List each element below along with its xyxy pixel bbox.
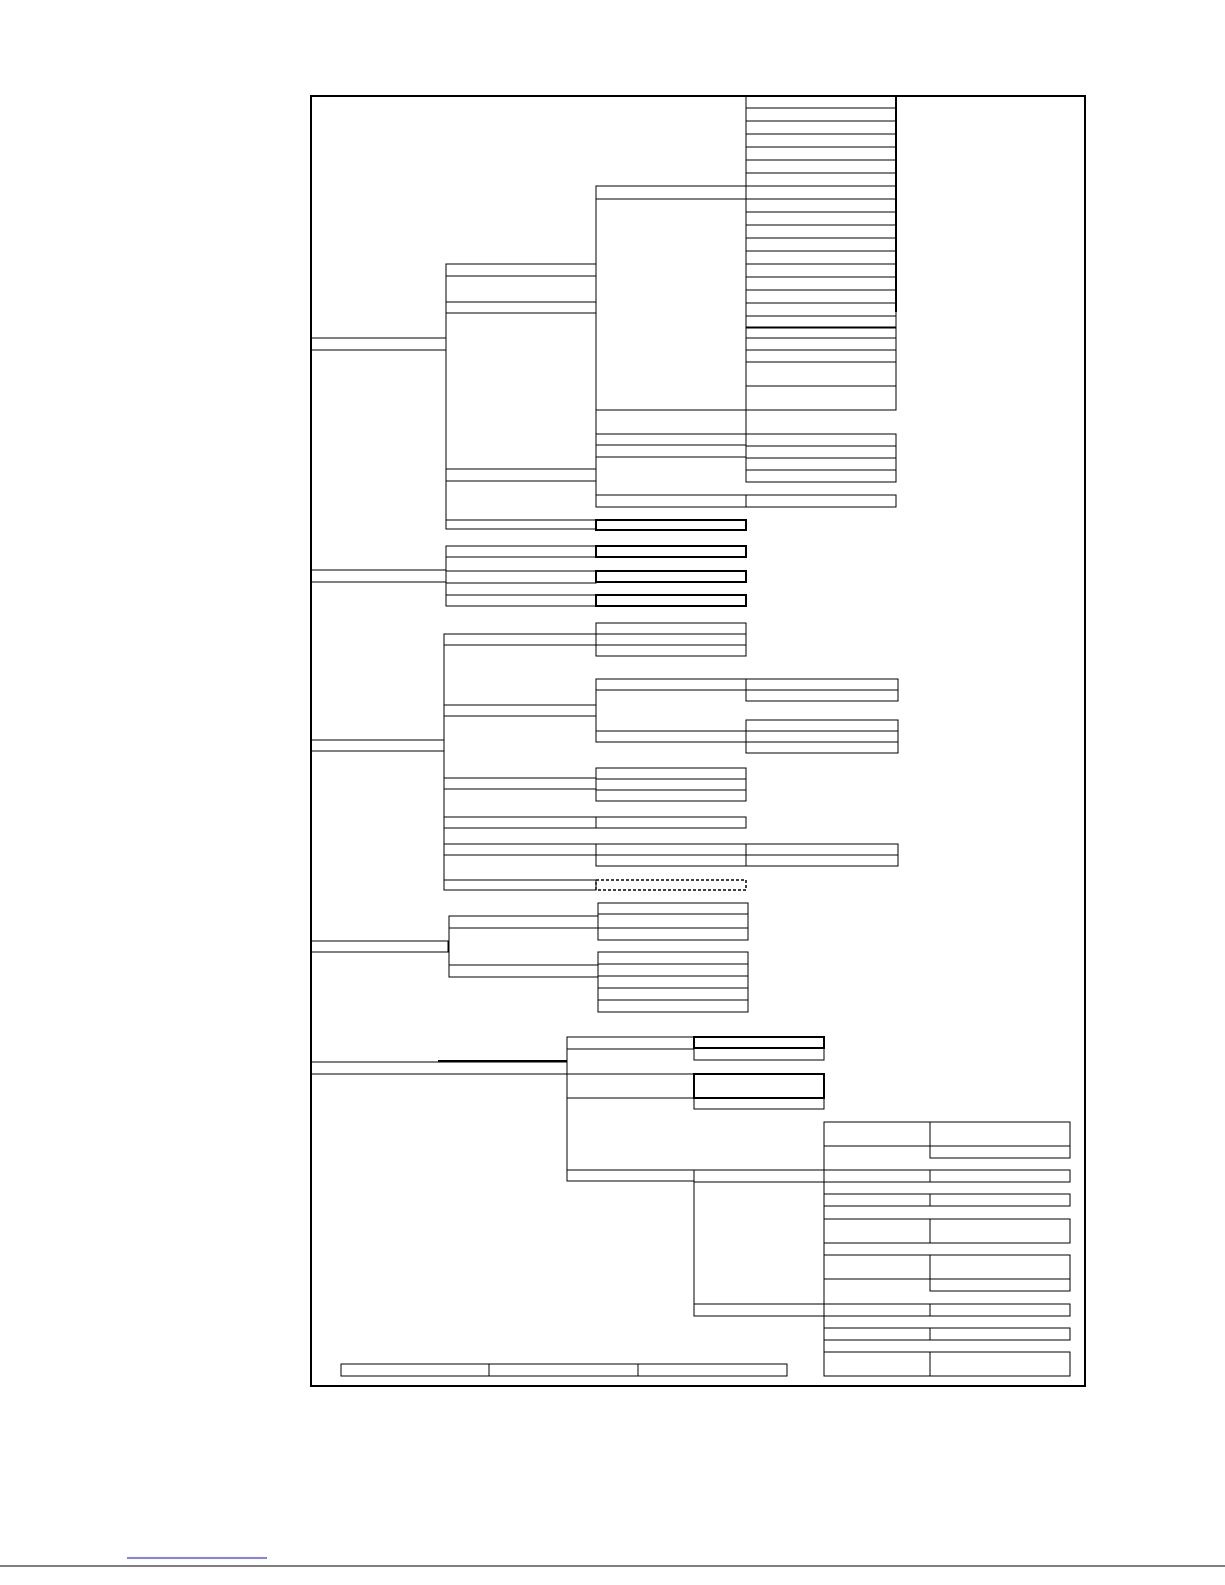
node-box-13 xyxy=(596,410,746,434)
node-box-9 xyxy=(446,469,596,481)
node-box-93 xyxy=(567,1037,694,1049)
node-box-49 xyxy=(446,595,596,606)
node-box-69 xyxy=(746,731,898,742)
node-box-70 xyxy=(746,742,898,753)
node-box-24 xyxy=(746,186,896,199)
node-box-47 xyxy=(446,546,596,557)
node-box-71 xyxy=(596,768,746,779)
node-box-51 xyxy=(596,571,746,582)
node-box-65 xyxy=(596,731,746,742)
node-box-123 xyxy=(489,1364,638,1376)
node-box-86 xyxy=(598,952,748,964)
node-box-40 xyxy=(746,386,896,410)
node-box-25 xyxy=(746,199,896,212)
node-box-73 xyxy=(596,790,746,801)
node-box-54 xyxy=(444,634,596,645)
node-box-90 xyxy=(598,1000,748,1012)
node-box-37 xyxy=(746,338,896,350)
node-box-8 xyxy=(446,302,596,313)
node-box-43 xyxy=(746,458,896,470)
node-box-117 xyxy=(824,1328,930,1340)
node-box-97 xyxy=(694,1048,824,1060)
node-box-98 xyxy=(694,1074,824,1098)
node-box-56 xyxy=(444,778,596,789)
node-box-105 xyxy=(930,1146,1070,1158)
node-box-102 xyxy=(694,1304,824,1316)
node-box-7 xyxy=(446,264,596,276)
node-box-108 xyxy=(824,1194,930,1206)
node-box-26 xyxy=(746,212,896,225)
node-box-55 xyxy=(444,705,596,716)
node-box-48 xyxy=(446,571,596,583)
node-box-110 xyxy=(824,1219,930,1243)
node-box-21 xyxy=(746,147,896,160)
node-box-118 xyxy=(930,1328,1070,1340)
node-box-75 xyxy=(596,844,746,855)
node-box-1 xyxy=(311,338,446,350)
node-box-34 xyxy=(746,316,896,328)
node-box-41 xyxy=(746,434,896,446)
node-box-72 xyxy=(596,779,746,790)
node-box-68 xyxy=(746,720,898,731)
node-box-119 xyxy=(824,1352,930,1376)
node-box-74 xyxy=(596,817,746,828)
node-box-27 xyxy=(746,225,896,238)
node-box-107 xyxy=(930,1170,1070,1182)
node-box-84 xyxy=(598,914,748,928)
node-box-50 xyxy=(596,546,746,557)
node-box-79 xyxy=(596,880,746,890)
node-box-94 xyxy=(567,1074,694,1098)
node-box-87 xyxy=(598,964,748,976)
node-box-2 xyxy=(311,570,446,582)
node-box-32 xyxy=(746,290,896,303)
node-box-101 xyxy=(694,1170,824,1182)
node-box-12 xyxy=(596,186,746,199)
node-box-114 xyxy=(930,1279,1070,1291)
node-box-122 xyxy=(341,1364,489,1376)
node-box-18 xyxy=(746,108,896,121)
node-box-96 xyxy=(694,1037,824,1048)
node-box-29 xyxy=(746,251,896,264)
node-box-22 xyxy=(746,160,896,173)
node-box-5 xyxy=(311,1062,567,1074)
node-box-64 xyxy=(596,679,746,690)
node-box-82 xyxy=(449,965,598,977)
node-box-104 xyxy=(930,1122,1070,1146)
node-box-33 xyxy=(746,303,896,316)
node-box-36 xyxy=(746,327,896,338)
node-box-106 xyxy=(824,1170,930,1182)
node-box-120 xyxy=(930,1352,1070,1376)
node-box-10 xyxy=(446,520,596,529)
outer-frame xyxy=(311,96,1085,1386)
node-box-66 xyxy=(746,679,898,690)
node-box-19 xyxy=(746,121,896,134)
node-box-3 xyxy=(311,740,444,751)
node-box-85 xyxy=(598,928,748,940)
node-box-60 xyxy=(596,623,746,634)
node-box-44 xyxy=(746,470,896,482)
node-box-58 xyxy=(444,844,596,855)
node-box-76 xyxy=(596,855,746,866)
node-box-15 xyxy=(596,495,746,507)
node-box-116 xyxy=(930,1304,1070,1316)
node-box-88 xyxy=(598,976,748,988)
node-box-42 xyxy=(746,446,896,458)
node-box-83 xyxy=(598,903,748,914)
node-box-111 xyxy=(930,1219,1070,1243)
node-box-17 xyxy=(746,96,896,108)
node-box-89 xyxy=(598,988,748,1000)
node-box-20 xyxy=(746,134,896,147)
node-box-124 xyxy=(638,1364,787,1376)
node-box-95 xyxy=(567,1170,694,1181)
node-box-28 xyxy=(746,238,896,251)
node-box-77 xyxy=(746,844,898,855)
node-box-112 xyxy=(824,1255,930,1279)
node-box-38 xyxy=(746,350,896,362)
node-box-115 xyxy=(824,1304,930,1316)
node-box-59 xyxy=(444,880,596,890)
node-box-57 xyxy=(444,817,596,828)
node-box-67 xyxy=(746,690,898,701)
node-box-39 xyxy=(746,362,896,386)
node-box-4 xyxy=(311,941,448,952)
node-box-62 xyxy=(596,645,746,656)
node-box-31 xyxy=(746,277,896,290)
node-box-81 xyxy=(449,916,598,928)
node-box-16 xyxy=(596,520,746,530)
node-box-103 xyxy=(824,1122,930,1146)
node-box-45 xyxy=(746,495,896,507)
node-box-23 xyxy=(746,173,896,186)
node-box-99 xyxy=(694,1098,824,1109)
node-box-30 xyxy=(746,264,896,277)
node-box-78 xyxy=(746,855,898,866)
node-box-14 xyxy=(596,445,746,457)
node-box-61 xyxy=(596,634,746,645)
node-box-52 xyxy=(596,595,746,606)
node-box-109 xyxy=(930,1194,1070,1206)
node-box-113 xyxy=(930,1255,1070,1279)
